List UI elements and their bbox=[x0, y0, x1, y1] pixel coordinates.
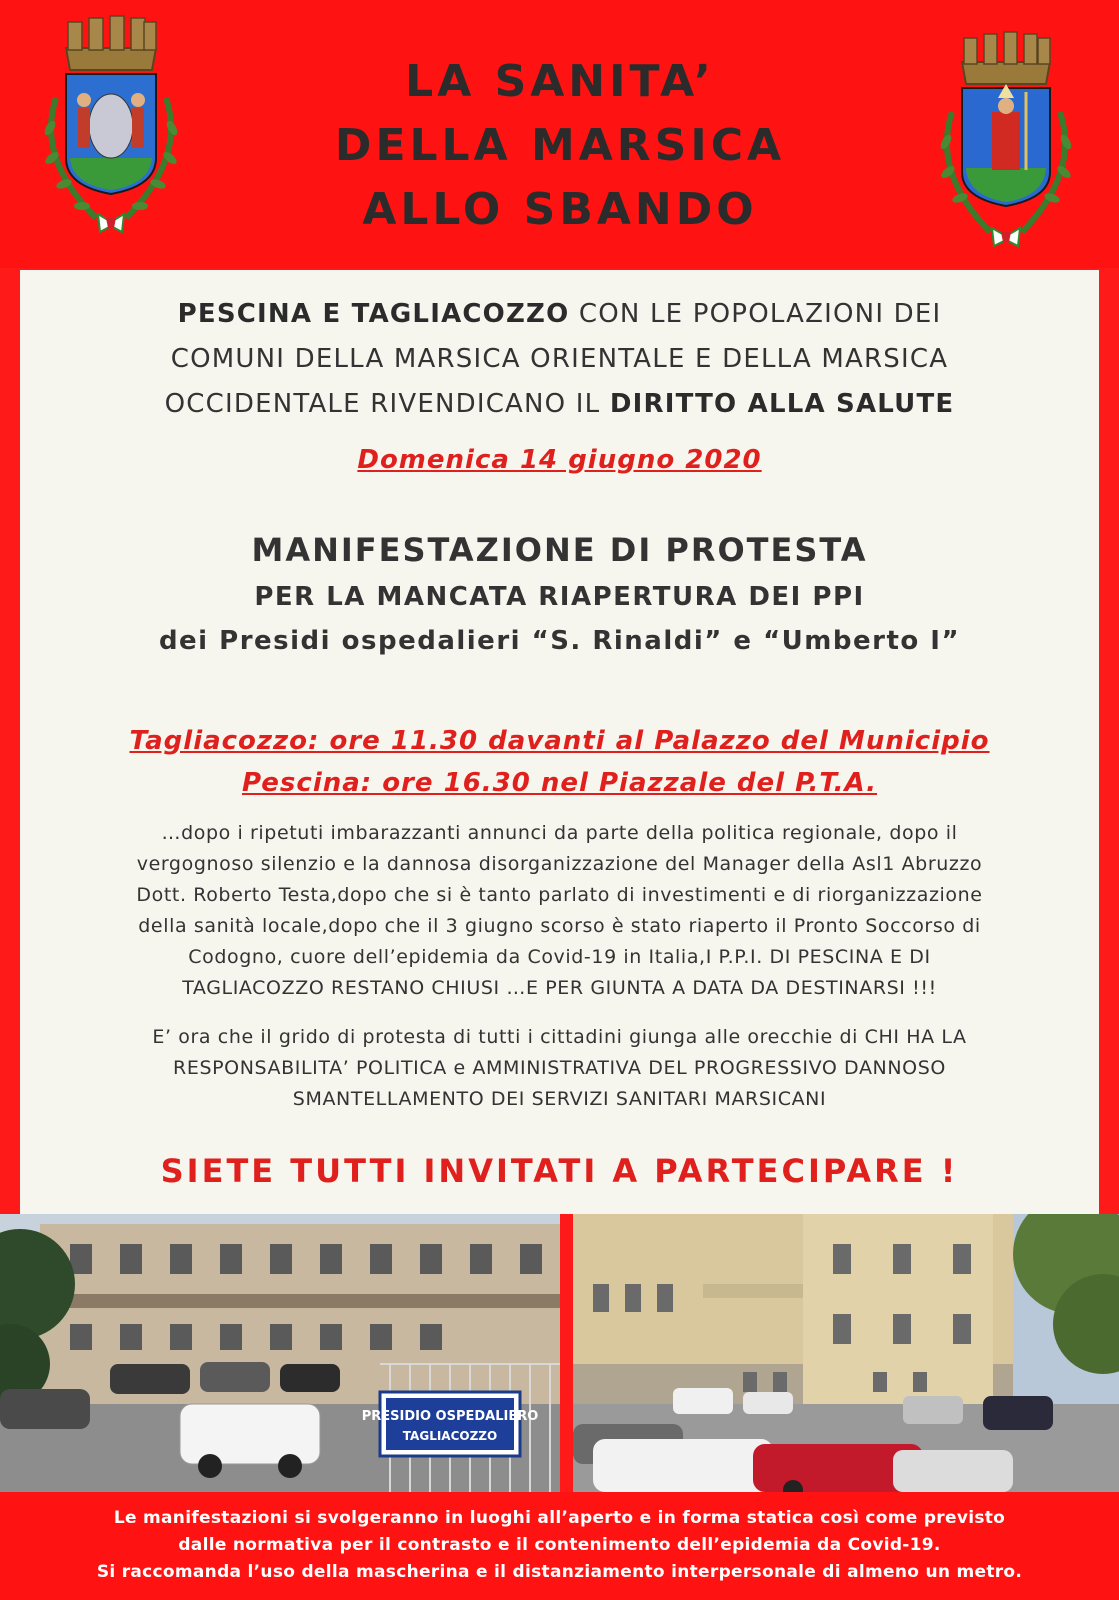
body2-line: RESPONSABILITA’ POLITICA e AMMINISTRATIVA DEL PROGRESSIVO DANNOSO bbox=[173, 1057, 946, 1079]
event-places bbox=[20, 720, 1099, 804]
hospital-photo-tagliacozzo bbox=[0, 1214, 560, 1492]
manifestation-heading bbox=[20, 525, 1099, 663]
event-date: Domenica 14 giugno 2020 bbox=[357, 445, 762, 475]
intro-bold-right: DIRITTO ALLA SALUTE bbox=[609, 389, 955, 419]
footer-line: dalle normativa per il contrasto e il contenimento dell’epidemia da Covid-19. bbox=[178, 1535, 941, 1555]
place-pescina: Pescina: ore 16.30 nel Piazzale del P.T.A. bbox=[241, 768, 878, 798]
body2-line: E’ ora che il grido di protesta di tutti i cittadini giunga alle orecchie di CHI HA LA bbox=[152, 1026, 967, 1048]
footer-notice bbox=[0, 1505, 1119, 1586]
intro-line-1: CON LE POPOLAZIONI DEI bbox=[569, 299, 942, 329]
footer-banner bbox=[0, 1492, 1119, 1600]
body1-line: …dopo i ripetuti imbarazzanti annunci da parte della politica regionale, dopo il bbox=[161, 822, 958, 844]
body1-line: Dott. Roberto Testa,dopo che si è tanto parlato di investimenti e di riorganizzazione bbox=[136, 884, 983, 906]
header-banner bbox=[0, 0, 1119, 268]
intro-text bbox=[20, 292, 1099, 427]
body1-line: Codogno, cuore dell’epidemia da Covid-19 in Italia,I P.P.I. DI PESCINA E DI bbox=[188, 946, 931, 968]
intro-line-3: OCCIDENTALE RIVENDICANO IL bbox=[164, 389, 610, 419]
tagliacozzo-coat-of-arms-icon bbox=[26, 8, 196, 240]
pescina-coat-of-arms-icon bbox=[922, 22, 1090, 254]
title-line-1: LA SANITA’ bbox=[405, 56, 715, 107]
manifestation-subtitle: PER LA MANCATA RIAPERTURA DEI PPI bbox=[254, 582, 865, 612]
place-tagliacozzo: Tagliacozzo: ore 11.30 davanti al Palazzo del Municipio bbox=[129, 726, 990, 756]
body1-line: della sanità locale,dopo che il 3 giugno scorso è stato riaperto il Pronto Soccorso di bbox=[138, 915, 981, 937]
invitation-text: SIETE TUTTI INVITATI A PARTECIPARE ! bbox=[160, 1152, 959, 1190]
body1-line: vergognoso silenzio e la dannosa disorganizzazione del Manager della Asl1 Abruzzo bbox=[136, 853, 983, 875]
body-paragraph-1 bbox=[50, 818, 1069, 1004]
content-panel bbox=[20, 270, 1099, 1214]
footer-line: Le manifestazioni si svolgeranno in luoghi all’aperto e in forma statica così come previsto bbox=[113, 1508, 1006, 1528]
body1-line: TAGLIACOZZO RESTANO CHIUSI …E PER GIUNTA A DATA DA DESTINARSI !!! bbox=[182, 977, 937, 999]
intro-line-2: COMUNI DELLA MARSICA ORIENTALE E DELLA MARSICA bbox=[170, 344, 949, 374]
manifestation-subtitle-2: dei Presidi ospedalieri “S. Rinaldi” e “Umberto I” bbox=[158, 626, 961, 656]
title-line-2: DELLA MARSICA bbox=[334, 120, 786, 171]
body2-line: SMANTELLAMENTO DEI SERVIZI SANITARI MARSICANI bbox=[292, 1088, 827, 1110]
hospital-photo-pescina bbox=[573, 1214, 1119, 1492]
intro-bold-towns: PESCINA E TAGLIACOZZO bbox=[177, 299, 570, 329]
hospital-sign-line-2: TAGLIACOZZO bbox=[402, 1429, 498, 1443]
manifestation-title: MANIFESTAZIONE DI PROTESTA bbox=[251, 531, 868, 569]
footer-line: Si raccomanda l’uso della mascherina e il distanziamento interpersonale di almeno un metro. bbox=[96, 1562, 1023, 1582]
hospital-sign-line-1: PRESIDIO OSPEDALIERO bbox=[361, 1409, 539, 1424]
page-title bbox=[230, 50, 890, 242]
title-line-3: ALLO SBANDO bbox=[362, 184, 758, 235]
body-paragraph-2 bbox=[50, 1022, 1069, 1115]
